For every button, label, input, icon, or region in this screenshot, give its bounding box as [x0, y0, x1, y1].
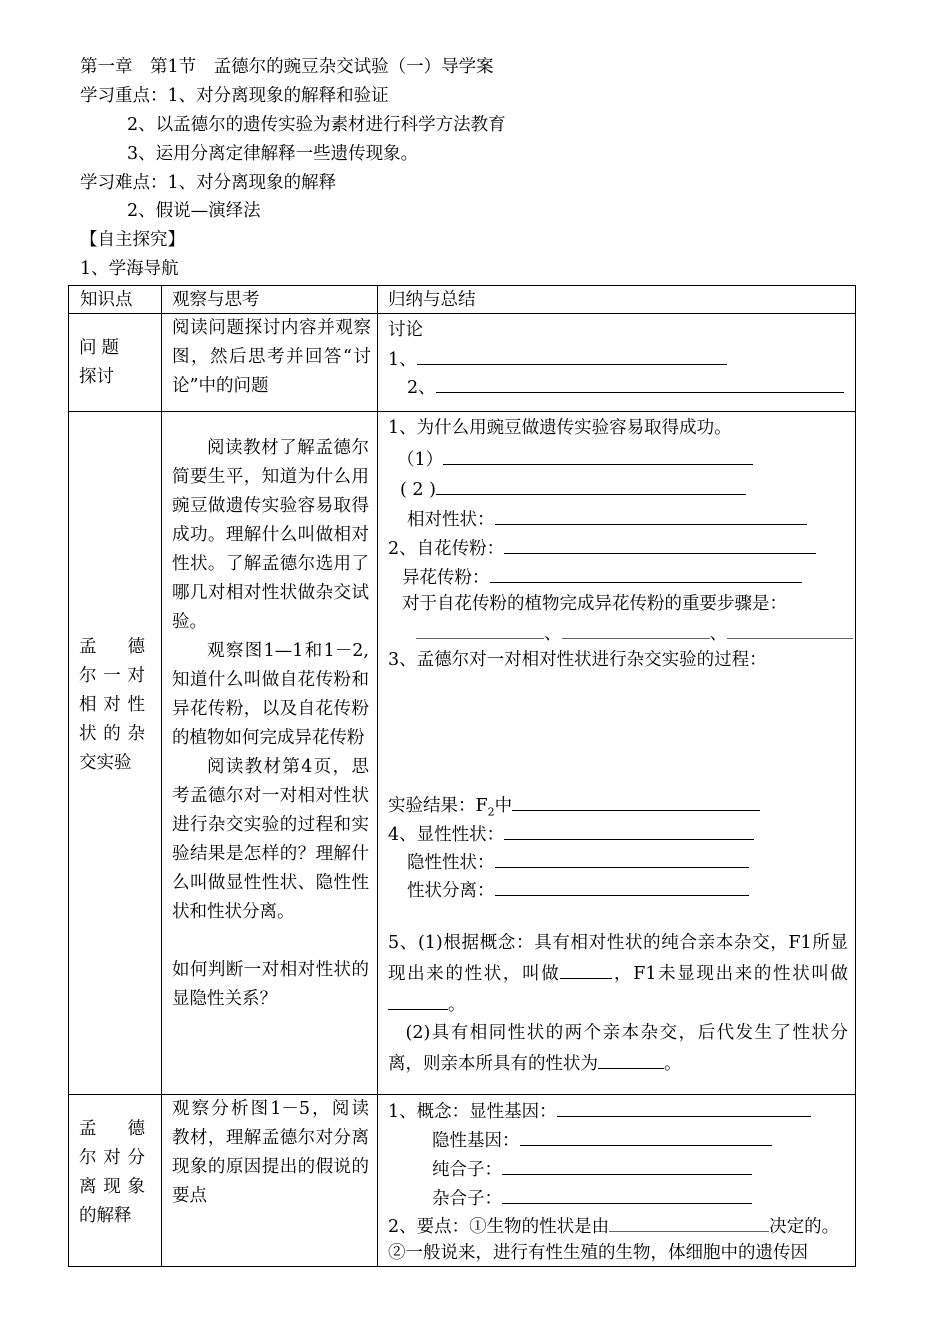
- focus-label: 学习重点：: [80, 86, 168, 106]
- answer-line[interactable]: 4、显性性状：: [388, 819, 754, 849]
- summary-cell: [378, 314, 856, 412]
- difficulty-line-1: [80, 169, 336, 197]
- subsection-heading: 1、学海导航: [80, 259, 179, 279]
- observe-paragraph: 观察图1—1和1－2,知道什么叫做自花传粉和异花传粉，以及自花传粉的植物如何完成异花传粉: [172, 641, 369, 748]
- table-row: [69, 412, 856, 1095]
- answer-line[interactable]: 隐性基因：: [432, 1125, 772, 1155]
- difficulty-label: 学习难点：: [80, 173, 168, 193]
- answer-line[interactable]: 1、概念：显性基因：: [388, 1096, 811, 1126]
- topic-cell: [69, 314, 162, 412]
- answer-line-2[interactable]: 2、: [407, 372, 844, 402]
- observe-paragraph: 阅读教材第4页，思考孟德尔对一对相对性状进行杂交实验的过程和实验结果是怎样的？理解什么叫做显性性状、隐性性状和性状分离。: [172, 757, 369, 922]
- observe-cell: [162, 412, 378, 1095]
- table-row: [69, 1095, 856, 1267]
- table-header-row: [69, 286, 856, 314]
- answer-line[interactable]: ( 2 ): [400, 474, 746, 504]
- answer-line[interactable]: 异花传粉：: [402, 562, 802, 592]
- answer-line[interactable]: 隐性性状：: [407, 847, 749, 877]
- answer-line[interactable]: 杂合子：: [432, 1183, 752, 1213]
- difficulty-item: 2、假说—演绎法: [127, 201, 261, 221]
- concept-question[interactable]: 5、(1)根据概念：具有相对性状的纯合亲本杂交，F1所显现出来的性状，叫做 ，F1未显现出来的性状叫做。: [388, 933, 849, 1015]
- section-heading: 【自主探究】: [80, 230, 185, 250]
- doc-title: 第一章 第1节 孟德尔的豌豆杂交试验（一）导学案: [80, 57, 494, 77]
- observe-cell: [162, 1095, 378, 1267]
- summary-item: 3、孟德尔对一对相对性状进行杂交实验的过程：: [388, 650, 767, 670]
- topic-cell: [69, 1095, 162, 1267]
- answer-line[interactable]: 实验结果：$F_2$中: [388, 790, 760, 827]
- summary-item: 对于自花传粉的植物完成异花传粉的重要步骤是：: [402, 594, 787, 614]
- observe-cell: [162, 314, 378, 412]
- summary-cell: [378, 1095, 856, 1267]
- answer-line[interactable]: 性状分离：: [407, 875, 749, 905]
- answer-line[interactable]: 相对性状：: [407, 504, 807, 534]
- header-cell: 归纳与总结: [378, 286, 856, 314]
- answer-line[interactable]: （1）: [397, 444, 753, 474]
- concept-question[interactable]: (2)具有相同性状的两个亲本杂交，后代发生了性状分离，则亲本所具有的性状为 。: [388, 1023, 848, 1074]
- focus-item: 1、对分离现象的解释和验证: [167, 86, 389, 106]
- topic-text: 孟 德尔对分离现象的解释: [79, 1119, 145, 1226]
- topic-text: 问题探讨: [79, 338, 119, 387]
- table-row: [69, 314, 856, 412]
- answer-line[interactable]: 2、要点：①生物的性状是由 决定的。: [388, 1211, 839, 1241]
- answer-line[interactable]: 2、自花传粉：: [388, 533, 816, 563]
- header-cell: 观察与思考: [162, 286, 378, 314]
- observe-text: 观察分析图1－5，阅读教材，理解孟德尔对分离现象的原因提出的假说的要点: [172, 1099, 369, 1206]
- study-table: [68, 285, 856, 1267]
- observe-paragraph: 阅读教材了解孟德尔简要生平，知道为什么用豌豆做遗传实验容易取得成功。理解什么叫做相对性状。了解孟德尔选用了哪几对相对性状做杂交试验。: [172, 438, 369, 632]
- steps-line[interactable]: 、 、: [416, 618, 853, 648]
- summary-item: ②一般说来，进行有性生殖的生物，体细胞中的遗传因: [388, 1243, 808, 1263]
- answer-line-1[interactable]: 1、: [388, 344, 727, 374]
- topic-cell: [69, 412, 162, 1095]
- focus-item: 3、运用分离定律解释一些遗传现象。: [127, 144, 419, 164]
- answer-line[interactable]: 纯合子：: [432, 1154, 752, 1184]
- discussion-title: 讨论: [388, 320, 423, 340]
- topic-text: 孟 德尔一对相对性状的杂交实验: [79, 637, 145, 773]
- summary-item: 1、为什么用豌豆做遗传实验容易取得成功。: [388, 418, 732, 438]
- focus-item: 2、以孟德尔的遗传实验为素材进行科学方法教育: [127, 115, 506, 135]
- focus-line-1: [80, 82, 389, 110]
- observe-paragraph: 如何判断一对相对性状的显隐性关系？: [172, 960, 369, 1009]
- summary-cell: [378, 412, 856, 1095]
- header-cell: 知识点: [69, 286, 162, 314]
- difficulty-item: 1、对分离现象的解释: [167, 173, 337, 193]
- observe-text: 阅读问题探讨内容并观察图，然后思考并回答“讨论”中的问题: [172, 318, 371, 396]
